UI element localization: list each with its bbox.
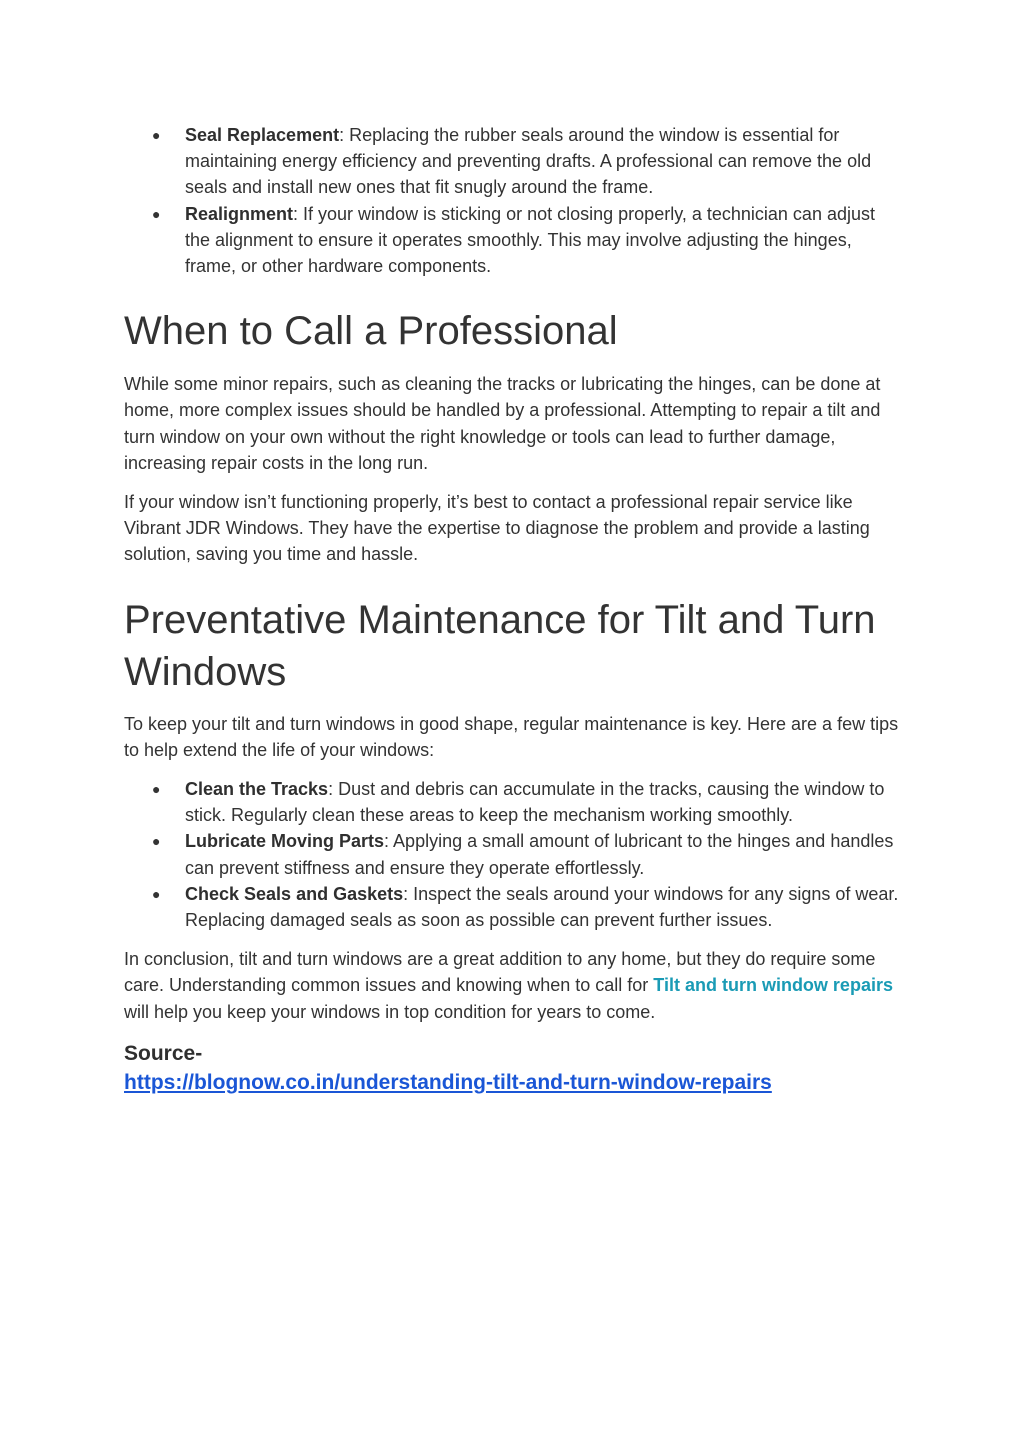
paragraph: If your window isn’t functioning properly, it’s best to contact a professional repair service like Vibrant JDR Windows. They have the expertise to diagnose the problem and provide a lasting solution, saving you time and hassle.	[124, 492, 870, 565]
list-item-term: Lubricate Moving Parts	[185, 831, 385, 852]
bullet-icon: ●	[152, 885, 161, 902]
bullet-icon: ●	[152, 833, 161, 850]
paragraph: To keep your tilt and turn windows in good shape, regular maintenance is key. Here are a few tips to help extend the life of your windows:	[124, 713, 899, 760]
list-item	[124, 201, 904, 280]
conclusion-text: In conclusion, tilt and turn windows are a great addition to any home, but they do require some care. Understanding common issues and knowing when to call for	[124, 949, 876, 996]
list-item-text: : Replacing the rubber seals around the window is essential for maintaining energy efficiency and preventing drafts. A professional can remove the old seals and install new ones that fit snugly around the frame.	[185, 125, 872, 198]
section-heading-professional: When to Call a Professional	[124, 309, 618, 354]
list-item	[124, 776, 904, 828]
list-item-term: Realignment	[185, 203, 294, 224]
list-item-text: : Inspect the seals around your windows for any signs of wear. Replacing damaged seals as soon as possible can prevent further issues.	[185, 883, 899, 931]
list-item-text: : If your window is sticking or not closing properly, a technician can adjust the alignment to ensure it operates smoothly. This may involve adjusting the hinges, frame, or other hardware components.	[185, 203, 875, 277]
source-block	[124, 1039, 904, 1097]
bullet-icon: ●	[152, 205, 161, 222]
source-label: Source-	[124, 1041, 203, 1065]
list-item-term: Seal Replacement	[185, 125, 340, 145]
paragraph: While some minor repairs, such as cleaning the tracks or lubricating the hinges, can be done at home, more complex issues should be handled by a professional. Attempting to repair a tilt and turn window on your own without the right knowledge or tools can lead to further damage, increasing repair costs in the long run.	[124, 374, 881, 473]
document-page	[124, 122, 904, 1097]
list-item-text: : Applying a small amount of lubricant to the hinges and handles can prevent stiffness and ensure they operate effortlessly.	[185, 831, 894, 878]
conclusion-text: will help you keep your windows in top condition for years to come.	[124, 1001, 656, 1022]
tilt-turn-repairs-link[interactable]: Tilt and turn window repairs	[653, 975, 893, 996]
maintenance-tips-list	[124, 776, 904, 933]
list-item-term: Clean the Tracks	[185, 779, 329, 800]
source-link[interactable]: https://blognow.co.in/understanding-tilt-and-turn-window-repairs	[124, 1070, 772, 1094]
bullet-icon: ●	[152, 781, 161, 798]
conclusion-paragraph	[124, 946, 904, 1025]
list-item	[124, 828, 904, 880]
list-item	[124, 122, 904, 201]
repair-options-list	[124, 122, 904, 279]
list-item	[124, 881, 904, 933]
section-heading-maintenance: Preventative Maintenance for Tilt and Turn Windows	[124, 597, 876, 694]
list-item-term: Check Seals and Gaskets	[185, 883, 404, 904]
bullet-icon: ●	[152, 127, 161, 143]
list-item-text: : Dust and debris can accumulate in the tracks, causing the window to stick. Regularly clean these areas to keep the mechanism working smoothly.	[185, 779, 885, 826]
